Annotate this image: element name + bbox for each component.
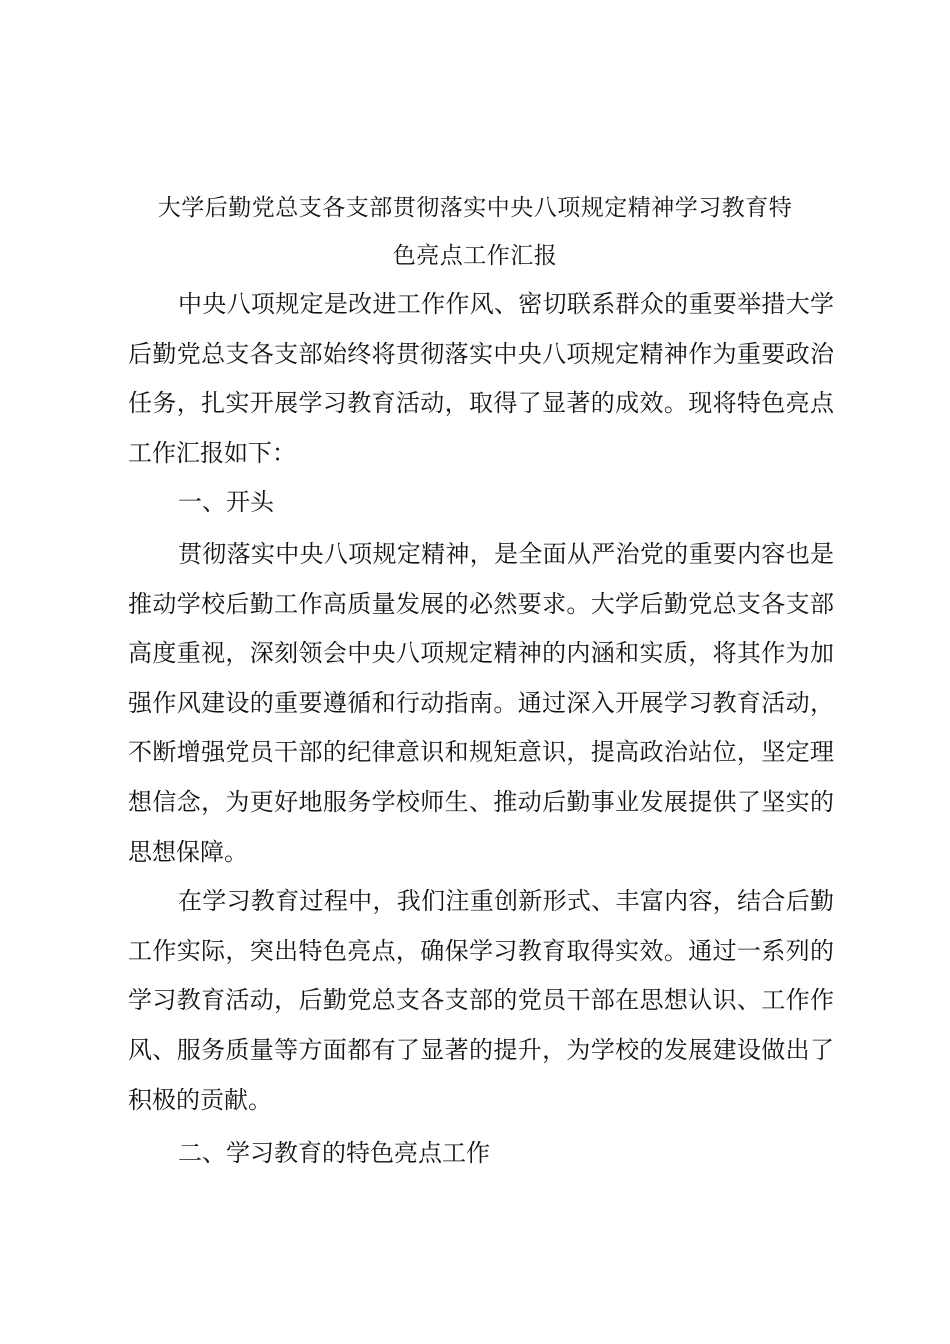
section-2-heading: 二、学习教育的特色亮点工作 [178,1139,490,1168]
section-1-heading: 一、开头 [178,488,274,517]
document-body [128,280,834,1179]
document-title-line-1: 大学后勤党总支各支部贯彻落实中央八项规定精神学习教育特 [157,195,793,221]
section-1-paragraph-1: 贯彻落实中央八项规定精神，是全面从严治党的重要内容也是推动学校后勤工作高质量发展的必然要求。大学后勤党总支各支部高度重视，深刻领会中央八项规定精神的内涵和实质，将其作为加强作风建设的重要遵循和行动指南。通过深入开展学习教育活动，不断增强党员干部的纪律意识和规矩意识，提高政治站位，坚定理想信念，为更好地服务学校师生、推动后勤事业发展提供了坚实的思想保障。 [128,539,834,866]
intro-paragraph: 中央八项规定是改进工作作风、密切联系群众的重要举措大学后勤党总支各支部始终将贯彻落实中央八项规定精神作为重要政治任务，扎实开展学习教育活动，取得了显著的成效。现将特色亮点工作汇报如下： [128,290,834,467]
section-1-paragraph-2: 在学习教育过程中，我们注重创新形式、丰富内容，结合后勤工作实际，突出特色亮点，确保学习教育取得实效。通过一系列的学习教育活动，后勤党总支各支部的党员干部在思想认识、工作作风、服务质量等方面都有了显著的提升，为学校的发展建设做出了积极的贡献。 [128,887,834,1114]
document-title-line-2: 色亮点工作汇报 [392,243,558,269]
